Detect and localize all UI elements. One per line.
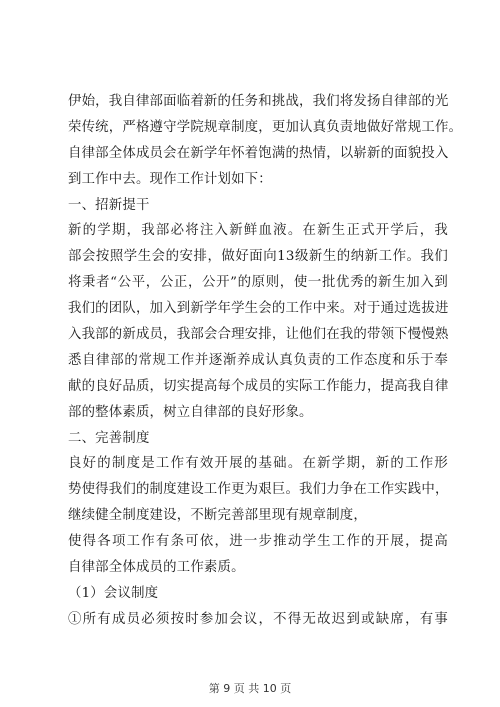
text-line: 献的良好品质，切实提高每个成员的实际工作能力，提高我自律 — [68, 378, 449, 394]
text-line: 良好的制度是工作有效开展的基础。在新学期，新的工作形 — [68, 456, 448, 472]
text-line: ①所有成员必须按时参加会议，不得无故迟到或缺席，有事 — [68, 611, 448, 627]
text-line: 二、完善制度 — [68, 430, 150, 446]
text-line: 伊始，我自律部面临着新的任务和挑战，我们将发扬自律部的光 — [68, 94, 449, 109]
page-footer: 第 9 页 共 10 页 — [208, 682, 292, 695]
text-line: （1）会议制度 — [68, 585, 159, 601]
text-line: 势使得我们的制度建设工作更为艰巨。我们力争在工作实践中， — [68, 482, 449, 498]
text-line: 继续健全制度建设，不断完善部里现有规章制度， — [68, 508, 367, 524]
text-line: 自律部全体成员会在新学年怀着饱满的热情，以崭新的面貌投入 — [68, 145, 449, 161]
text-line: 使得各项工作有条可依，进一步推动学生工作的开展，提高 — [68, 534, 448, 550]
text-line: 悉自律部的常规工作并逐渐养成认真负责的工作态度和乐于奉 — [68, 352, 448, 368]
text-line: 一、招新提干 — [68, 197, 150, 213]
text-line: 自律部全体成员的工作素质。 — [68, 560, 245, 576]
text-line: 部的整体素质，树立自律部的良好形象。 — [68, 404, 313, 420]
text-line: 入我部的新成员，我部会合理安排，让他们在我的带领下慢慢熟 — [68, 327, 449, 343]
document-body — [68, 89, 463, 633]
text-line: 将秉者“公平，公正，公开”的原则，使一批优秀的新生加入到 — [68, 275, 448, 291]
text-line: 部会按照学生会的安排，做好面向13级新生的纳新工作。我们 — [68, 249, 448, 265]
text-line: 到工作中去。现作工作计划如下： — [68, 171, 272, 187]
text-line: 我们的团队，加入到新学年学生会的工作中来。对于通过选拔进 — [68, 301, 449, 317]
text-line: 荣传统，严格遵守学院规章制度，更加认真负责地做好常规工作。 — [68, 119, 463, 135]
text-line: 新的学期，我部必将注入新鲜血液。在新生正式开学后，我 — [68, 223, 448, 239]
